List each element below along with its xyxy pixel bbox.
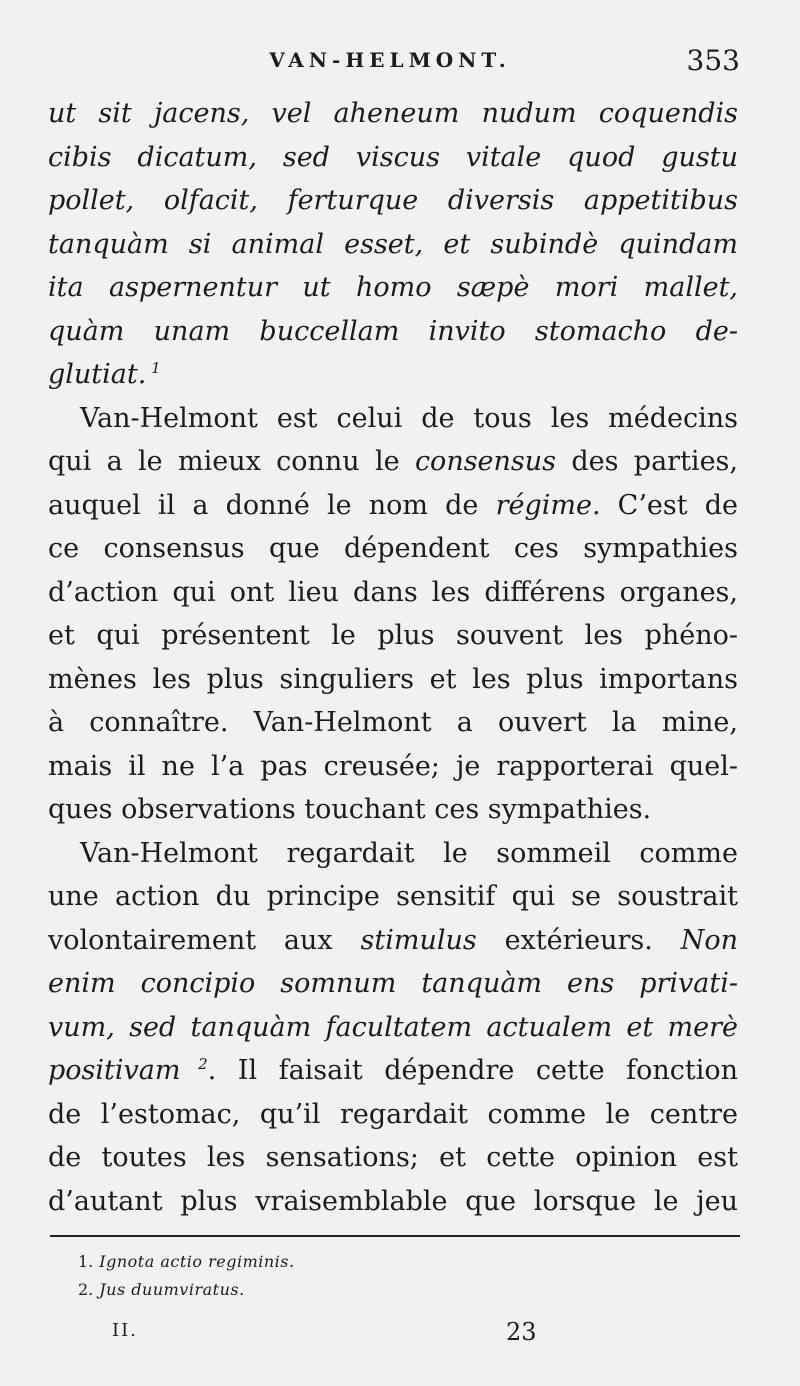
text-line: Van-Helmont regardait le sommeil comme: [80, 837, 738, 869]
text-line: vum, sed tanquàm facultatem actualem et merè: [48, 1011, 738, 1043]
text-line: quàm unam buccellam invito stomacho de-: [48, 315, 738, 347]
footnotes: [78, 1248, 678, 1304]
text-line: à connaître. Van-Helmont a ouvert la mine,: [48, 707, 738, 738]
text-line: de toutes les sensations; et cette opinion est: [48, 1142, 738, 1173]
running-title: VAN-HELMONT.: [269, 48, 511, 72]
footnote-2: [78, 1276, 678, 1304]
text-line: qui a le mieux connu le consensus des parties,: [48, 446, 738, 477]
text-line: positivam $^2$. Il faisait dépendre cette fonction: [48, 1055, 738, 1086]
running-head: [0, 44, 800, 84]
text-line: et qui présentent le plus souvent les phéno-: [48, 620, 738, 651]
text-line: glutiat. $^1$: [48, 359, 161, 390]
text-line: ut sit jacens, vel aheneum nudum coquendis: [48, 98, 738, 129]
text-line: enim concipio somnum tanquàm ens privati-: [48, 968, 738, 999]
text-line: pollet, olfacit, ferturque diversis appetitibus: [48, 185, 738, 216]
body-text: [48, 92, 738, 1223]
text-line: volontairement aux stimulus extérieurs. Non: [48, 924, 738, 956]
text-line: ita aspernentur ut homo sæpè mori mallet,: [48, 272, 738, 303]
text-line: ques observations touchant ces sympathies.: [48, 794, 652, 825]
text-line: d’action qui ont lieu dans les différens organes,: [48, 576, 738, 608]
footnote-reference: 1: [146, 359, 161, 377]
footnote-reference: 2: [180, 1055, 208, 1073]
footnote-mark: 1.: [78, 1252, 94, 1271]
text-line: ce consensus que dépendent ces sympathies: [48, 533, 738, 564]
footnote-mark: 2.: [78, 1280, 94, 1299]
text-line: d’autant plus vraisemblable que lorsque le jeu: [48, 1185, 738, 1217]
text-line: une action du principe sensitif qui se soustrait: [48, 881, 738, 912]
footnote-text: Ignota actio regiminis.: [99, 1252, 295, 1271]
signature-mark: II.: [112, 1320, 138, 1341]
text-line: tanquàm si animal esset, et subindè quindam: [48, 228, 738, 260]
text-line: Van-Helmont est celui de tous les médecins: [80, 402, 738, 434]
text-line: de l’estomac, qu’il regardait comme le centre: [48, 1098, 738, 1130]
signature-number: 23: [506, 1318, 537, 1346]
text-line: mènes les plus singuliers et les plus importans: [48, 663, 738, 695]
page-number: 353: [686, 44, 740, 77]
text-line: cibis dicatum, sed viscus vitale quod gustu: [48, 141, 738, 173]
text-line: auquel il a donné le nom de régime. C’est de: [48, 489, 739, 521]
footnote-rule: [50, 1235, 740, 1237]
footnote-1: [78, 1248, 678, 1276]
text-line: mais il ne l’a pas creusée; je rapporterai quel-: [48, 750, 738, 782]
footnote-text: Jus duumviratus.: [99, 1280, 245, 1299]
